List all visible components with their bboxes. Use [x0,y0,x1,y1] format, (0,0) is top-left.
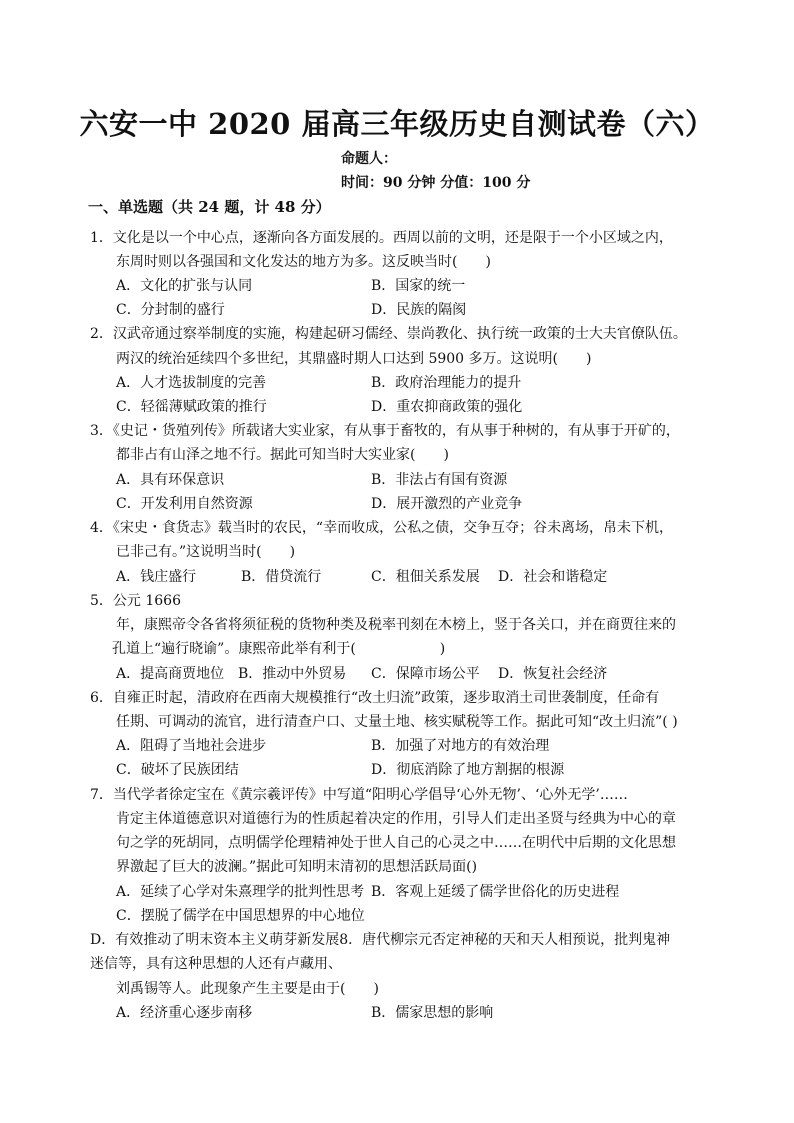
question-1-line-2: 东周时则以各强国和文化发达的地方为多。这反映当时( ) [116,254,491,270]
question-1-option-d: D．民族的隔阂 [371,302,467,318]
question-2-option-c: C．轻徭薄赋政策的推行 [116,399,267,415]
question-8-line-2: 迷信等，具有这种思想的人还有卢藏用、 [90,956,342,972]
question-5-option-d: D．恢复社会经济 [498,666,608,682]
question-2-line-1: 2．汉武帝通过察举制度的实施，构建起研习儒经、崇尚教化、执行统一政策的士大夫官僚队伍。 [90,326,687,342]
question-5-line-3: 孔道上“遍行晓谕”。康熙帝此举有利于( ) [112,641,446,657]
question-3-option-a: A．具有环保意识 [116,472,225,488]
question-5-line-2: 年，康熙帝令各省将须征税的货物种类及税率刊刻在木榜上，竖于各关口，并在商贾往来的 [116,617,676,633]
question-1-option-a: A．文化的扩张与认同 [116,278,253,294]
question-6-option-d: D．彻底消除了地方割据的根源 [371,762,565,778]
question-3-line-2: 都非占有山泽之地不行。据此可知当时大实业家( ) [116,447,449,463]
question-3-option-d: D．展开激烈的产业竞争 [371,496,523,512]
section-heading: 一、单选题（共 24 题，计 48 分） [88,198,331,216]
question-8-line-3: 刘禹锡等人。此现象产生主要是由于( ) [116,981,379,997]
question-2-line-2: 两汉的统治延续四个多世纪，其鼎盛时期人口达到 5900 多万。这说明( ) [116,351,592,367]
question-4-option-d: D．社会和谐稳定 [498,569,608,585]
question-6-line-1: 6．自雍正时起，清政府在西南大规模推行“改土归流”政策，逐步取消土司世袭制度，任命有 [90,690,660,706]
question-7-option-a: A．延续了心学对朱熹理学的批判性思考 [116,884,365,900]
question-4-line-2: 已非己有。”这说明当时( ) [116,544,296,560]
question-8-option-b: B．儒家思想的影响 [371,1005,494,1021]
question-1-line-1: 1．文化是以一个中心点，逐渐向各方面发展的。西周以前的文明，还是限于一个小区域之内， [90,230,673,246]
question-3-option-c: C．开发利用自然资源 [116,496,253,512]
question-5-option-c: C．保障市场公平 [371,666,480,682]
question-7-option-b: B．客观上延缓了儒学世俗化的历史进程 [371,884,620,900]
question-7-line-3: 句之学的死胡同，点明儒学伦理精神处于世人自己的心灵之中……在明代中后期的文化思想 [116,835,676,851]
question-5-line-1: 5．公元 1666 [90,593,181,609]
question-7-line-4: 界激起了巨大的波澜。”据此可知明末清初的思想活跃局面() [116,859,478,875]
question-6-line-2: 任期、可调动的流官，进行清查户口、丈量土地、核实赋税等工作。据此可知“改土归流”( ) [116,714,678,730]
question-8-line-1: D．有效推动了明末资本主义萌芽新发展8．唐代柳宗元否定神秘的天和天人相预说，批判鬼神 [90,932,671,948]
question-2-option-b: B．政府治理能力的提升 [371,375,522,391]
question-1-option-c: C．分封制的盛行 [116,302,225,318]
question-7-line-2: 肯定主体道德意识对道德行为的性质起着决定的作用，引导人们走出圣贤与经典为中心的章 [116,811,676,827]
author-label: 命题人： [341,151,397,167]
question-8-option-a: A．经济重心逐步南移 [116,1005,253,1021]
question-7-option-c: C．摆脱了儒学在中国思想界的中心地位 [116,908,365,924]
question-4-option-c: C．租佃关系发展 [371,569,480,585]
question-4-option-b: B．借贷流行 [241,569,322,585]
time-info: 时间：90 分钟 分值：100 分 [341,175,531,191]
question-6-option-c: C．破坏了民族团结 [116,762,239,778]
question-3-line-1: 3．《史记・货殖列传》所载诸大实业家，有从事于畜牧的，有从事于种树的，有从事于开矿的， [90,423,680,439]
question-7-line-1: 7．当代学者徐定宝在《黄宗羲评传》中写道“阳明心学倡导‘心外无物’、‘心外无学’…… [90,787,628,803]
question-4-line-1: 4．《宋史・食货志》载当时的农民，“幸而收成，公私之债，交争互夺；谷未离场，帛未下机， [90,520,674,536]
question-2-option-d: D．重农抑商政策的强化 [371,399,523,415]
question-6-option-b: B．加强了对地方的有效治理 [371,738,550,754]
question-2-option-a: A．人才选拔制度的完善 [116,375,267,391]
question-5-option-a: A．提高商贾地位 [116,666,225,682]
question-4-option-a: A．钱庄盛行 [116,569,197,585]
question-5-option-b: B．推动中外贸易 [238,666,347,682]
question-1-option-b: B．国家的统一 [371,278,466,294]
question-6-option-a: A．阻碍了当地社会进步 [116,738,267,754]
exam-title: 六安一中 2020 届高三年级历史自测试卷（六） [79,107,715,141]
question-3-option-b: B．非法占有国有资源 [371,472,508,488]
